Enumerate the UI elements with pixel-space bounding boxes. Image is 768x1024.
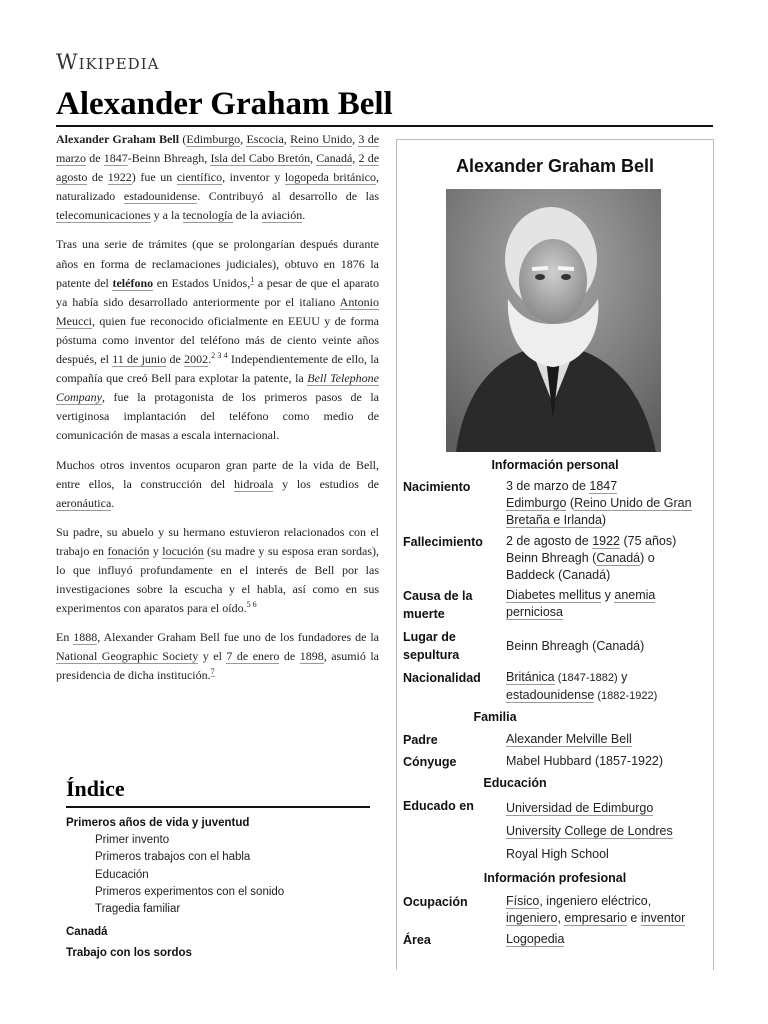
text: -Beinn Bhreagh,: [127, 151, 211, 166]
link-empresario[interactable]: empresario: [564, 911, 627, 925]
toc-title: Índice: [66, 776, 125, 801]
link-7-de-enero[interactable]: 7 de enero: [226, 649, 280, 664]
link-3-de-marzo[interactable]: 3 de marzo: [56, 132, 380, 166]
label-conyuge: Cónyuge: [403, 755, 457, 769]
text: (75 años): [620, 534, 677, 548]
link-hidroala[interactable]: hidroala: [234, 476, 274, 491]
text: (1882-1922): [594, 690, 658, 702]
text: de: [279, 649, 300, 664]
text: de: [85, 151, 104, 166]
link-reino-unido[interactable]: Reino Unido de Gran Bretaña e Irlanda: [506, 496, 692, 527]
text: (: [566, 496, 575, 510]
link-antonio-meucci[interactable]: Antonio Meucci: [56, 294, 379, 328]
value-nacimiento: [506, 478, 706, 529]
toc-item-tragedia-familiar[interactable]: Tragedia familiar: [95, 903, 181, 916]
link-anemia[interactable]: anemia perniciosa: [506, 588, 656, 619]
link-cientifico[interactable]: científico: [176, 170, 223, 185]
label-nacionalidad: Nacionalidad: [403, 671, 481, 685]
label-sepultura: Lugar de sepultura: [403, 630, 460, 662]
link-canada[interactable]: Canadá: [316, 151, 353, 166]
label-nacimiento: Nacimiento: [403, 480, 471, 494]
toc-item-trabajo-sordos[interactable]: Trabajo con los sordos: [66, 947, 192, 960]
label-area: Área: [403, 933, 431, 947]
link-inventor[interactable]: inventor: [640, 911, 686, 925]
portrait-image[interactable]: [446, 189, 661, 452]
infobox-title: Alexander Graham Bell: [455, 156, 655, 176]
link-fonacion[interactable]: fonación: [107, 543, 150, 558]
paragraph-familia: [56, 523, 379, 618]
text: ,: [283, 132, 291, 146]
link-2-de-agosto[interactable]: 2 de agosto: [56, 151, 380, 185]
link-logopeda-britanico[interactable]: logopeda británico: [284, 170, 377, 185]
text: y: [149, 543, 163, 558]
link-national-geographic-society[interactable]: National Geographic Society: [56, 649, 199, 664]
text: ): [601, 513, 607, 527]
section-profesional: Información profesional: [483, 871, 627, 885]
link-alexander-melville-bell[interactable]: Alexander Melville Bell: [506, 732, 632, 746]
link-1847[interactable]: 1847: [589, 479, 618, 493]
toc-divider: [66, 806, 370, 808]
link-telefono[interactable]: teléfono: [112, 275, 154, 290]
reference-1[interactable]: 1: [250, 274, 255, 284]
text: en Estados Unidos,: [153, 275, 251, 290]
link-logopedia[interactable]: Logopedia: [506, 932, 565, 946]
text: , quien fue reconocido oficialmente en EEUU y de forma póstuma como inventor del teléfono más de ciento veinte años después, el: [56, 313, 379, 367]
link-universidad-edimburgo[interactable]: Universidad de Edimburgo: [506, 801, 654, 815]
section-personal: Información personal: [491, 458, 619, 472]
link-2002[interactable]: 2002: [184, 352, 209, 367]
link-britanica[interactable]: Británica: [506, 670, 555, 684]
reference-5-6[interactable]: 5 6: [246, 600, 257, 610]
toc-item-primeros-anos[interactable]: Primeros años de vida y juventud: [66, 817, 250, 829]
text: de la: [232, 208, 262, 223]
link-aviacion[interactable]: aviación: [261, 208, 303, 223]
label-ocupacion: Ocupación: [403, 895, 468, 909]
portrait-drawing: [446, 189, 661, 452]
text: (: [179, 132, 187, 146]
text: y: [601, 588, 615, 602]
link-diabetes[interactable]: Diabetes mellitus: [506, 588, 602, 602]
link-edimburgo[interactable]: Edimburgo: [506, 496, 567, 510]
text: y: [617, 670, 628, 684]
page-title: Alexander Graham Bell: [56, 86, 393, 122]
toc-list: [66, 815, 370, 962]
value-fallecimiento: [506, 533, 706, 584]
text: Independientemente de ello, la compañía que creó Bell para explotar la patente, la: [56, 352, 379, 386]
text: (1847-1882): [554, 672, 618, 684]
text: ,: [557, 911, 565, 925]
link-fisico[interactable]: Físico: [506, 894, 540, 908]
link-1847[interactable]: 1847: [103, 151, 128, 166]
text: , ingeniero eléctrico,: [539, 894, 652, 908]
link-university-college[interactable]: University College de Londres: [506, 824, 673, 838]
link-bell-telephone-company[interactable]: Bell Telephone Company: [56, 371, 379, 405]
toc-item-primer-invento[interactable]: Primer invento: [95, 834, 170, 846]
reference-2-3-4[interactable]: 2 3 4: [211, 351, 228, 361]
text: , naturalizado: [56, 170, 380, 204]
link-1888[interactable]: 1888: [73, 630, 98, 645]
value-ocupacion: [506, 893, 706, 927]
label-padre: Padre: [403, 733, 438, 747]
text: ,: [310, 151, 317, 166]
link-1922[interactable]: 1922: [592, 534, 620, 548]
link-aeronautica[interactable]: aeronáutica: [56, 495, 112, 510]
link-estadounidense[interactable]: estadounidense: [123, 189, 198, 204]
text: ,: [240, 132, 247, 146]
text: de: [166, 352, 185, 367]
infobox: [396, 139, 714, 970]
toc-item-primeros-experimentos[interactable]: Primeros experimentos con el sonido: [95, 885, 285, 898]
lead-name: Alexander Graham Bell: [56, 132, 180, 146]
text: ) o Baddeck (Canadá): [506, 551, 655, 582]
text: de: [87, 170, 108, 185]
link-escocia[interactable]: Escocia: [246, 132, 284, 146]
text: y a la: [150, 208, 183, 223]
text: .: [208, 352, 212, 367]
text: e: [626, 911, 641, 925]
value-educado: [506, 797, 706, 866]
text: En: [56, 630, 74, 645]
text: Tras una serie de trámites (que se prolongarían después durante años en forma de reclamaciones judiciales), obtuvo en 1876 la patente del: [56, 237, 379, 290]
link-1922[interactable]: 1922: [107, 170, 132, 185]
toc-item-canada[interactable]: Canadá: [66, 926, 108, 939]
value-padre: [506, 731, 706, 748]
paragraph-natgeo: [56, 628, 379, 685]
link-ingeniero[interactable]: ingeniero: [506, 911, 558, 925]
link-1898[interactable]: 1898: [299, 649, 324, 664]
paragraph-patente: [56, 235, 379, 445]
text: y el: [198, 649, 227, 664]
title-divider: [56, 125, 713, 127]
link-11-de-junio[interactable]: 11 de junio: [112, 352, 167, 367]
link-estadounidense[interactable]: estadounidense: [506, 688, 595, 702]
text: 3 de marzo de: [506, 479, 590, 493]
value-nacionalidad: [506, 669, 706, 705]
text: Beinn Bhreagh (: [506, 551, 597, 565]
label-educado: Educado en: [403, 799, 474, 813]
text: . Contribuyó al desarrollo de las: [197, 189, 379, 204]
table-of-contents: [66, 776, 370, 962]
label-fallecimiento: Fallecimiento: [403, 535, 483, 549]
section-familia: Familia: [473, 710, 517, 724]
reference-7[interactable]: 7: [210, 667, 215, 677]
text: y los estudios de: [273, 476, 379, 491]
text: , fue la protagonista de los primeros pasos de la vertiginosa implantación del teléfono como medio de comunicación de masas a escala internacional.: [56, 390, 379, 443]
text: .: [111, 495, 115, 510]
text: (su madre y su esposa eran sordas), lo que influyó profundamente en el interés de Bell por las investigaciones sobre la escucha y el habla, así como en sus experimentos con aparatos para el oído.: [56, 543, 379, 616]
label-causa-muerte: Causa de la muerte: [403, 589, 473, 621]
value-conyuge: Mabel Hubbard (1857-1922): [506, 754, 664, 768]
paragraph-intro: [56, 130, 379, 225]
text: , Alexander Graham Bell fue uno de los fundadores de la: [97, 630, 379, 645]
link-isla-cabo-breton[interactable]: Isla del Cabo Bretón: [210, 151, 311, 166]
toc-item-educacion[interactable]: Educación: [95, 868, 149, 881]
paragraph-inventos: [56, 456, 379, 513]
text: Muchos otros inventos ocuparon gran parte de la vida de Bell, entre ellos, la construcción del: [56, 457, 379, 491]
article-body: [56, 130, 379, 696]
text: , asumió la presidencia de dicha institución.: [56, 649, 380, 683]
link-tecnologia[interactable]: tecnología: [182, 208, 233, 223]
toc-item-primeros-trabajos[interactable]: Primeros trabajos con el habla: [95, 851, 251, 864]
text: ,: [352, 132, 359, 146]
text: ) fue un: [131, 170, 177, 185]
link-reino-unido[interactable]: Reino Unido: [290, 132, 353, 146]
text: , inventor y: [222, 170, 285, 185]
text: ,: [352, 151, 359, 166]
value-causa-muerte: [506, 587, 706, 621]
section-educacion: Educación: [483, 776, 547, 790]
value-sepultura: Beinn Bhreagh (Canadá): [506, 639, 645, 653]
text: 2 de agosto de: [506, 534, 593, 548]
text: Su padre, su abuelo y su hermano estuvieron relacionados con el trabajo en: [56, 524, 379, 558]
value-area: [506, 931, 706, 948]
text: Royal High School: [506, 847, 609, 861]
text: .: [302, 208, 306, 223]
link-edimburgo[interactable]: Edimburgo: [186, 132, 241, 146]
link-locucion[interactable]: locución: [162, 543, 204, 558]
link-telecomunicaciones[interactable]: telecomunicaciones: [56, 208, 151, 223]
wikipedia-wordmark[interactable]: Wikipedia: [56, 50, 160, 74]
link-canada[interactable]: Canadá: [596, 551, 641, 565]
text: a pesar de que el aparato ya había sido desarrollado anteriormente por el italiano: [56, 275, 380, 309]
